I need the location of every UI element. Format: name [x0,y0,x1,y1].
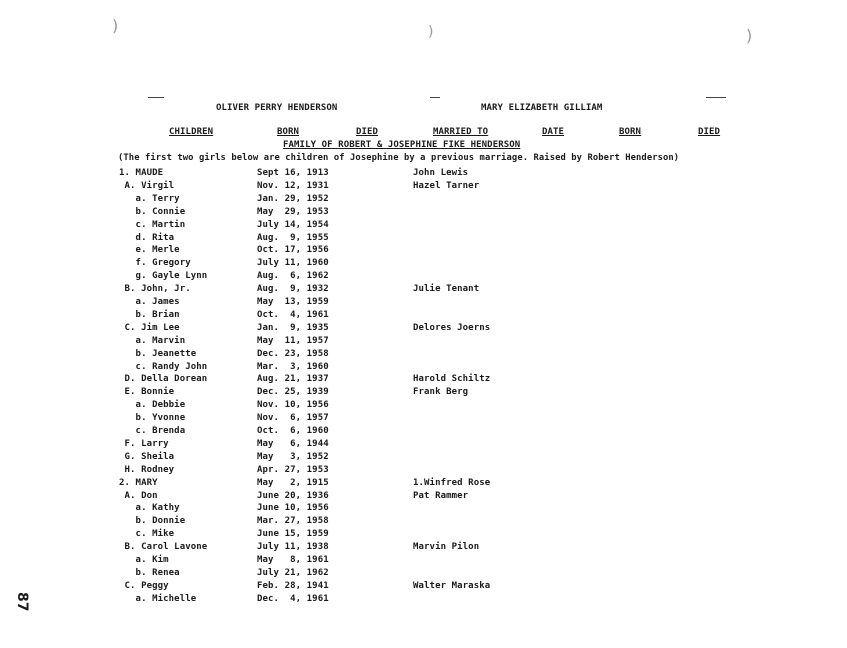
child-name: f. Gregory [119,258,191,268]
scan-mark: ) [112,16,119,35]
scan-mark [148,97,164,98]
column-born-2: BORN [619,127,642,137]
born-date: Dec. 23, 1958 [257,349,329,359]
spouse-name: 1.Winfred Rose [413,478,491,488]
spouse-name: Harold Schiltz [413,374,491,384]
child-name: A. Don [119,491,158,501]
born-date: May 11, 1957 [257,336,329,346]
child-name: 2. MARY [119,478,158,488]
child-name: D. Della Dorean [119,374,208,384]
born-date: Nov. 10, 1956 [257,400,329,410]
born-date: Jan. 9, 1935 [257,323,329,333]
child-name: b. Brian [119,310,180,320]
born-date: May 8, 1961 [257,555,329,565]
born-date: Aug. 9, 1932 [257,284,329,294]
born-date: June 15, 1959 [257,529,329,539]
child-name: a. James [119,297,180,307]
child-name: B. John, Jr. [119,284,191,294]
born-date: Sept 16, 1913 [257,168,329,178]
born-date: Dec. 25, 1939 [257,387,329,397]
scan-mark [430,97,440,98]
child-name: g. Gayle Lynn [119,271,208,281]
born-date: Mar. 3, 1960 [257,362,329,372]
child-name: b. Yvonne [119,413,186,423]
child-name: b. Donnie [119,516,186,526]
child-name: a. Kim [119,555,169,565]
child-name: b. Connie [119,207,186,217]
child-name: c. Martin [119,220,186,230]
spouse-name: Hazel Tarner [413,181,480,191]
born-date: Jan. 29, 1952 [257,194,329,204]
born-date: Feb. 28, 1941 [257,581,329,591]
born-date: June 10, 1956 [257,503,329,513]
spouse-name: John Lewis [413,168,469,178]
husband-name: OLIVER PERRY HENDERSON [216,103,338,113]
column-died-2: DIED [698,127,721,137]
child-name: c. Mike [119,529,175,539]
child-name: a. Michelle [119,594,197,604]
wife-name: MARY ELIZABETH GILLIAM [481,103,603,113]
spouse-name: Pat Rammer [413,491,469,501]
family-subtitle: FAMILY OF ROBERT & JOSEPHINE FIKE HENDERSON [283,140,521,150]
born-date: May 3, 1952 [257,452,329,462]
column-children: CHILDREN [169,127,214,137]
born-date: May 13, 1959 [257,297,329,307]
born-date: May 29, 1953 [257,207,329,217]
child-name: b. Jeanette [119,349,197,359]
child-name: a. Terry [119,194,180,204]
born-date: July 14, 1954 [257,220,329,230]
child-name: C. Peggy [119,581,169,591]
child-name: c. Randy John [119,362,208,372]
child-name: a. Kathy [119,503,180,513]
spouse-name: Frank Berg [413,387,469,397]
born-date: Nov. 12, 1931 [257,181,329,191]
page-number: 87 [14,592,30,612]
born-date: Oct. 6, 1960 [257,426,329,436]
spouse-name: Julie Tenant [413,284,480,294]
born-date: June 20, 1936 [257,491,329,501]
child-name: a. Debbie [119,400,186,410]
child-name: a. Marvin [119,336,186,346]
child-name: A. Virgil [119,181,175,191]
born-date: July 11, 1938 [257,542,329,552]
born-date: July 11, 1960 [257,258,329,268]
spouse-name: Marvin Pilon [413,542,480,552]
born-date: July 21, 1962 [257,568,329,578]
column-married-to: MARRIED TO [433,127,489,137]
born-date: Aug. 21, 1937 [257,374,329,384]
column-died: DIED [356,127,379,137]
born-date: Mar. 27, 1958 [257,516,329,526]
child-name: B. Carol Lavone [119,542,208,552]
born-date: May 2, 1915 [257,478,329,488]
child-name: b. Renea [119,568,180,578]
spouse-name: Delores Joerns [413,323,491,333]
born-date: Oct. 17, 1956 [257,245,329,255]
born-date: Nov. 6, 1957 [257,413,329,423]
born-date: Aug. 9, 1955 [257,233,329,243]
scan-mark: ) [746,26,753,45]
child-name: d. Rita [119,233,175,243]
scan-mark: ) [428,24,434,40]
child-name: c. Brenda [119,426,186,436]
born-date: Oct. 4, 1961 [257,310,329,320]
child-name: H. Rodney [119,465,175,475]
child-name: G. Sheila [119,452,175,462]
scan-mark [706,97,726,98]
child-name: e. Merle [119,245,180,255]
child-name: 1. MAUDE [119,168,164,178]
born-date: Dec. 4, 1961 [257,594,329,604]
spouse-name: Walter Maraska [413,581,491,591]
born-date: Aug. 6, 1962 [257,271,329,281]
born-date: Apr. 27, 1953 [257,465,329,475]
child-name: F. Larry [119,439,169,449]
adoption-note: (The first two girls below are children of Josephine by a previous marriage. Raised by Robert Henderson) [118,153,680,163]
child-name: E. Bonnie [119,387,175,397]
child-name: C. Jim Lee [119,323,180,333]
born-date: May 6, 1944 [257,439,329,449]
column-born: BORN [277,127,300,137]
column-date: DATE [542,127,565,137]
